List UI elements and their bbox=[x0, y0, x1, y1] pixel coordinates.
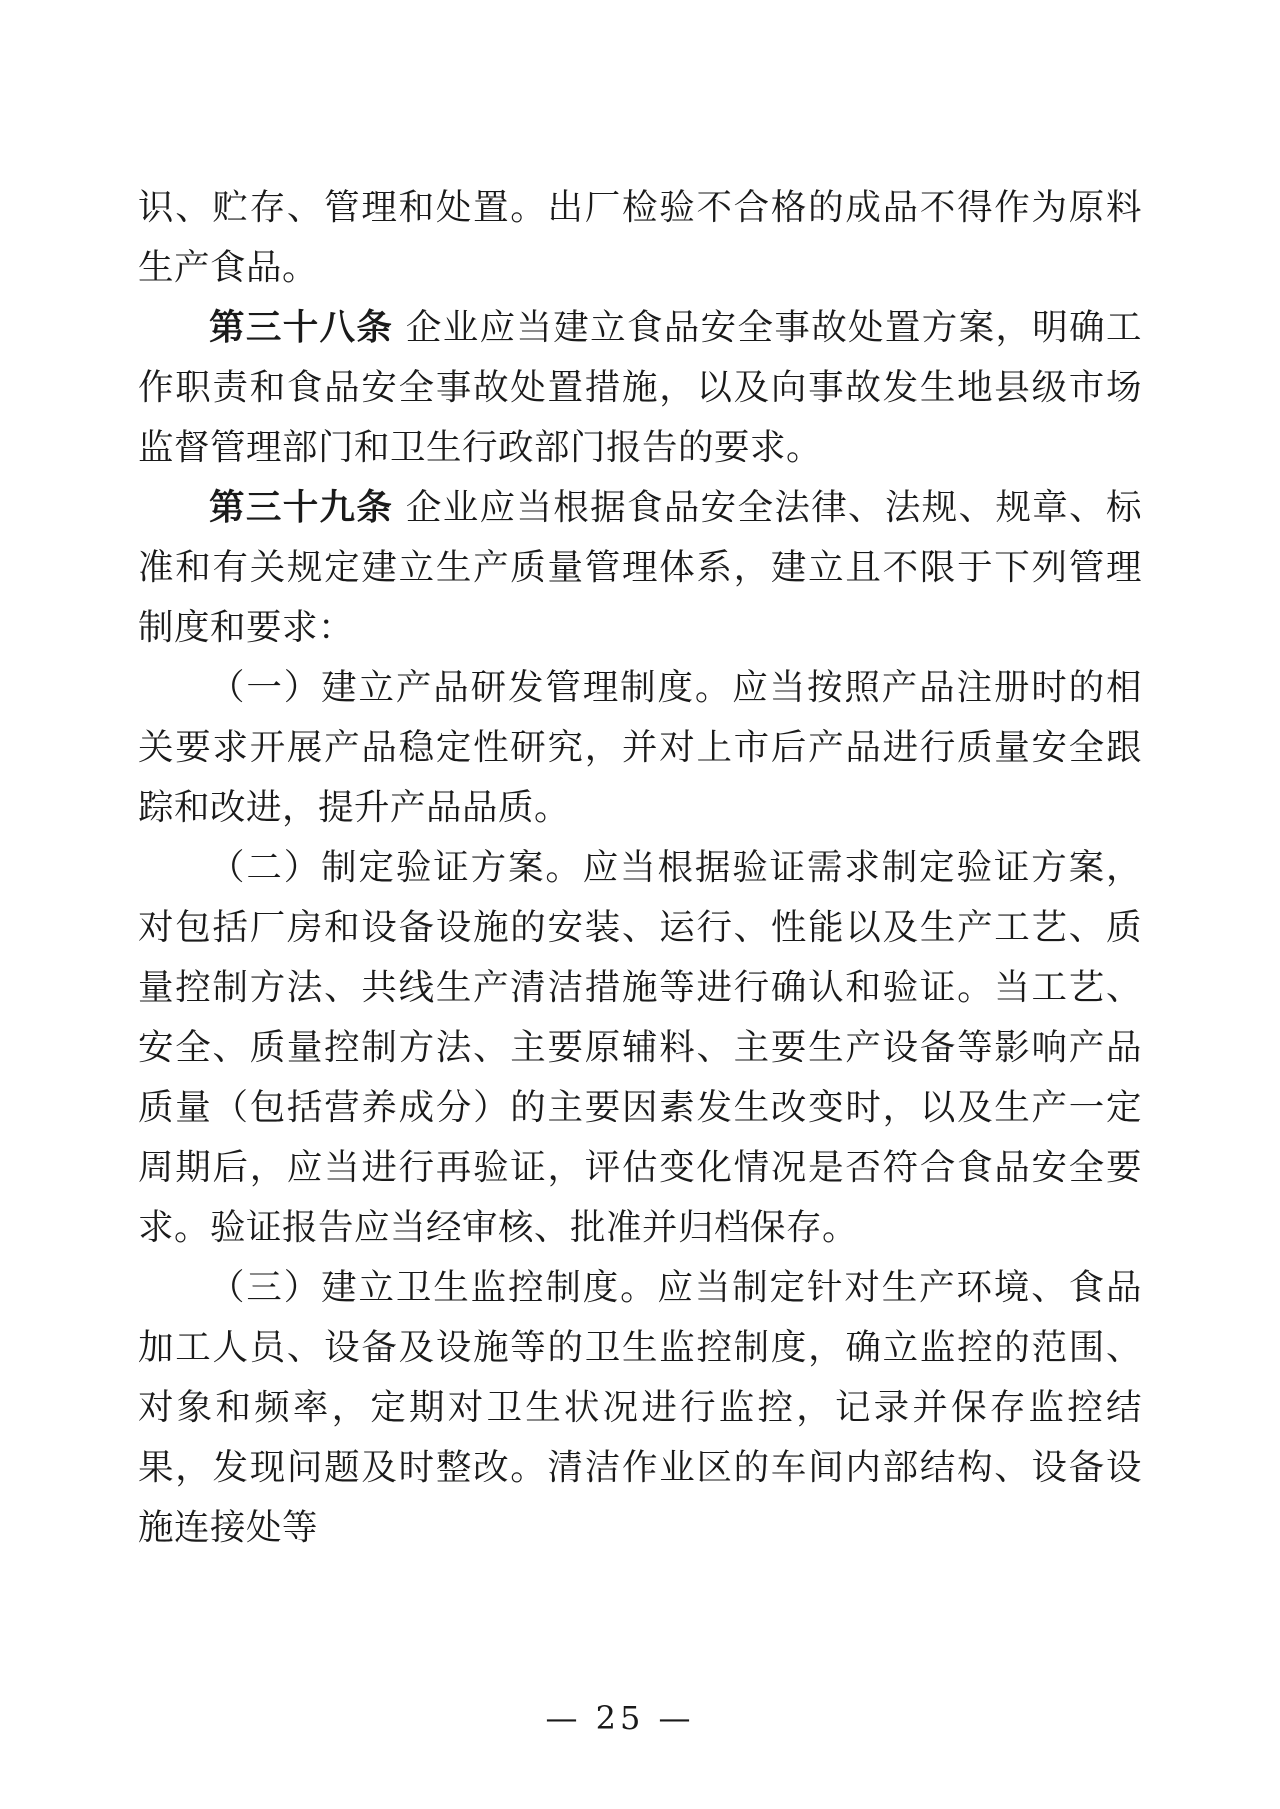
article-38 bbox=[138, 298, 1142, 478]
article-label: 第三十八条 bbox=[209, 307, 394, 348]
paragraph-text: （二）制定验证方案。应当根据验证需求制定验证方案，对包括厂房和设备设施的安装、运行、性能以及生产工艺、质量控制方法、共线生产清洁措施等进行确认和验证。当工艺、安全、质量控制方法、主要原辅料、主要生产设备等影响产品质量（包括营养成分）的主要因素发生改变时，以及生产一定周期后，应当进行再验证，评估变化情况是否符合食品安全要求。验证报告应当经审核、批准并归档保存。 bbox=[138, 847, 1142, 1248]
paragraph-continuation bbox=[138, 178, 1142, 298]
paragraph-text: 企业应当根据食品安全法律、法规、规章、标准和有关规定建立生产质量管理体系，建立且不限于下列管理制度和要求： bbox=[138, 487, 1142, 648]
paragraph-text: （三）建立卫生监控制度。应当制定针对生产环境、食品加工人员、设备及设施等的卫生监控制度，确立监控的范围、对象和频率，定期对卫生状况进行监控，记录并保存监控结果，发现问题及时整改。清洁作业区的车间内部结构、设备设施连接处等 bbox=[138, 1267, 1142, 1548]
list-item-2 bbox=[138, 838, 1142, 1258]
paragraph-text: （一）建立产品研发管理制度。应当按照产品注册时的相关要求开展产品稳定性研究，并对上市后产品进行质量安全跟踪和改进，提升产品品质。 bbox=[138, 667, 1142, 828]
article-39 bbox=[138, 478, 1142, 658]
page-body bbox=[138, 178, 1142, 1558]
page-number: — 25 — bbox=[545, 1699, 695, 1737]
list-item-1 bbox=[138, 658, 1142, 838]
paragraph-text: 识、贮存、管理和处置。出厂检验不合格的成品不得作为原料生产食品。 bbox=[138, 187, 1142, 288]
paragraph-text: 企业应当建立食品安全事故处置方案，明确工作职责和食品安全事故处置措施，以及向事故发生地县级市场监督管理部门和卫生行政部门报告的要求。 bbox=[138, 307, 1142, 468]
article-label: 第三十九条 bbox=[209, 487, 394, 528]
list-item-3 bbox=[138, 1258, 1142, 1558]
